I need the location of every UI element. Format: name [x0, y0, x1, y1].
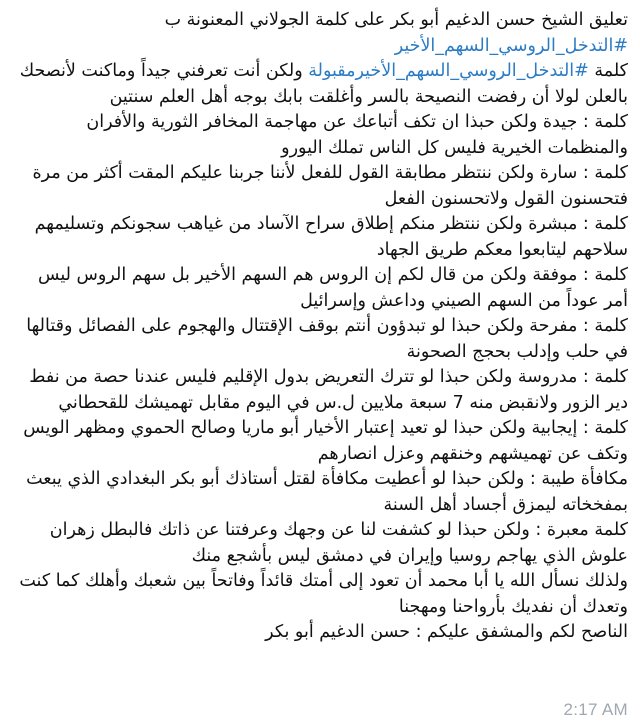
message-paragraph: كلمة : موفقة ولكن من قال لكم إن الروس هم السهم الأخير بل سهم الروس ليس أمر عوداً من السهم الصيني وداعش وإسرائيل [38, 265, 628, 311]
message-paragraph: ولذلك نسأل الله يا أبا محمد أن تعود إلى أمتك قائداً وفاتحاً بين شعبك وأهلك كما كنت وتعدك أن نفديك بأرواحنا ومهجنا [19, 571, 628, 617]
message-paragraph: كلمة : مبشرة ولكن ننتظر منكم إطلاق سراح الآساد من غياهب سجونكم وتسليمهم سلاحهم ليتابعوا معكم طريق الجهاد [34, 214, 628, 260]
message-timestamp: 2:17 AM [563, 700, 628, 719]
message-paragraph: كلمة : مفرحة ولكن حبذا لو تبدؤون أنتم بوقف الإقتتال والهجوم على الفصائل وقتالها في حلب وإدلب بحجج الصحونة [26, 316, 628, 362]
message-hashtag-line [10, 34, 628, 60]
message-paragraph: كلمة : إيجابية ولكن حبذا لو تعيد إعتبار الأخيار أبو ماريا وصالح الحموي ومظهر الويس وتكف عن تهميشهم وخنقهم وعزل انصارهم [23, 418, 628, 464]
message-text [10, 8, 628, 646]
message-paragraph: مكافأة طيبة : ولكن حبذا لو أعطيت مكافأة لقتل أستاذك أبو بكر البغدادي الذي يبعث بمفخخاته ليمزق أجساد أهل السنة [26, 469, 628, 515]
hashtag-link-title[interactable]: #التدخل_الروسي_السهم_الأخير [394, 35, 628, 56]
message-paragraph-first [10, 59, 628, 110]
message-prefix: كلمة [588, 61, 628, 81]
message-suffix: ولكن أنت تعرفني جيداً وماكنت لأنصحك بالعلن لولا أن رفضت النصيحة بالسر وأغلقت بابك بوجه أهل العلم سنتين [19, 61, 628, 107]
message-paragraph: كلمة : مدروسة ولكن حبذا لو تترك التعريض بدول الإقليم فليس عندنا حصة من نفط دير الزور ولانقبض منه 7 سبعة ملايين ل.س في اليوم مقابل تهميشك للقحطاني [29, 367, 628, 413]
hashtag-link-inline[interactable]: #التدخل_الروسي_السهم_الأخيرمقبولة [308, 61, 589, 81]
message-paragraph: كلمة : جيدة ولكن حبذا ان تكف أتباعك عن مهاجمة المخافر الثورية والأفران والمنظمات الخيرية فليس كل الناس تملك اليورو [86, 112, 628, 158]
message-intro: تعليق الشيخ حسن الدغيم أبو بكر على كلمة الجولاني المعنونة ب [164, 10, 628, 30]
message-paragraph: كلمة معبرة : ولكن حبذا لو كشفت لنا عن وجهك وعرفتنا عن ذاتك فالبطل زهران علوش الذي يهاجم روسيا وإيران في دمشق ليس بأشجع منك [49, 520, 628, 566]
message-paragraph: كلمة : سارة ولكن ننتظر مطابقة القول للفعل لأننا جربنا عليكم المقت أكثر من مرة فتحسنون القول ولاتحسنون الفعل [32, 163, 628, 209]
message-signature: الناصح لكم والمشفق عليكم : حسن الدغيم أبو بكر [265, 622, 628, 642]
